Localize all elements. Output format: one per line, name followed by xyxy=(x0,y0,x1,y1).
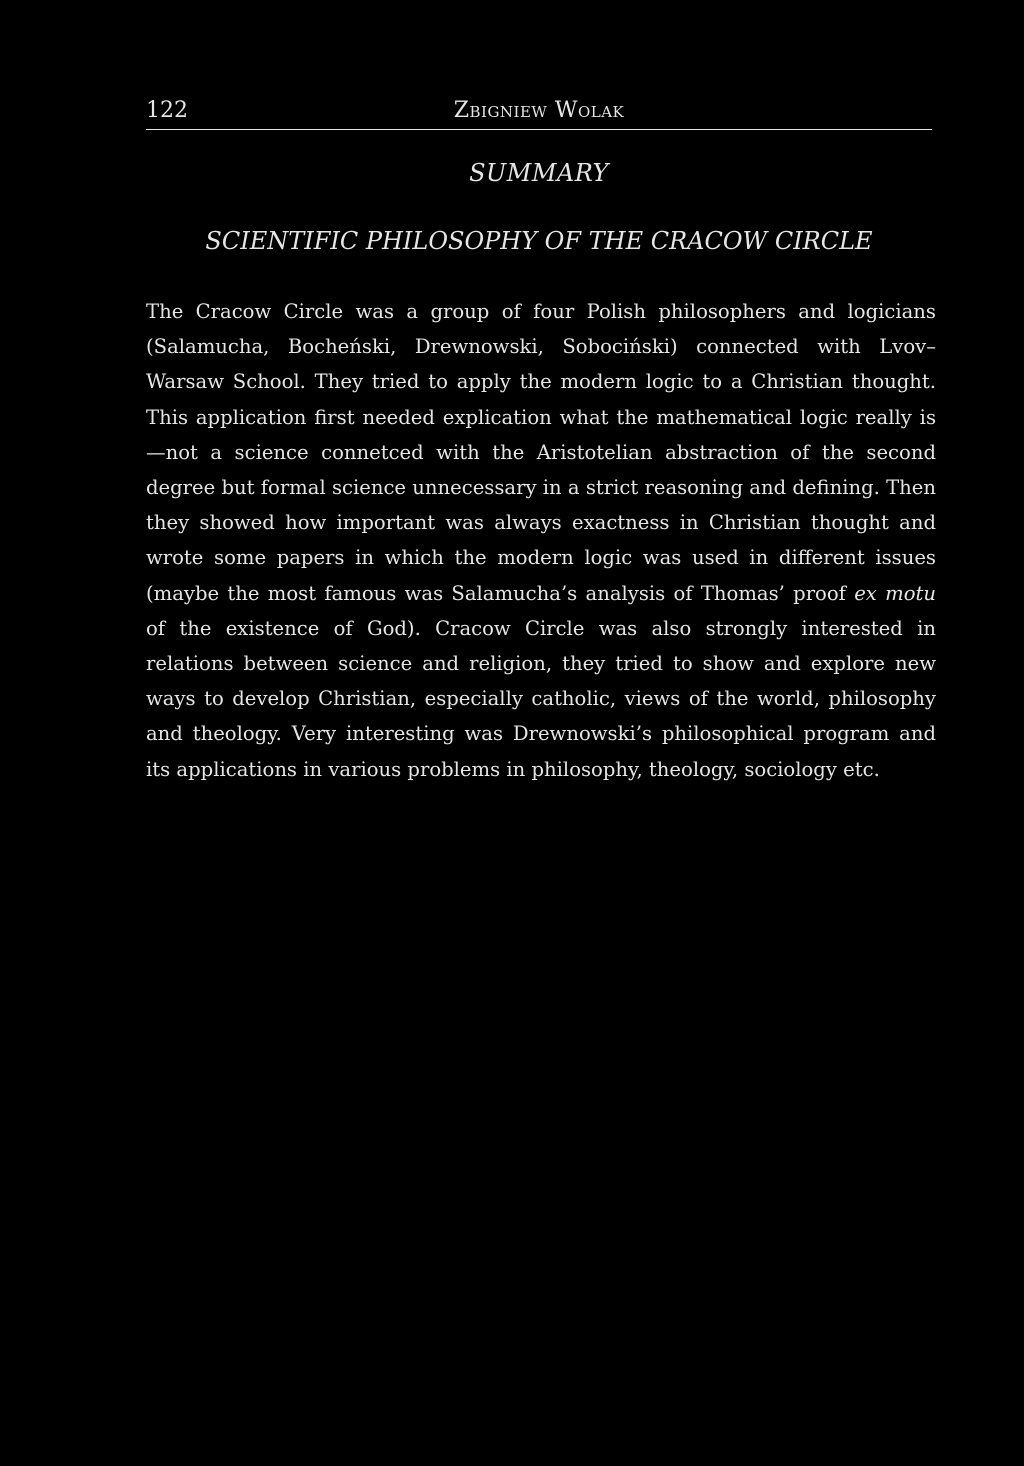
summary-heading: SUMMARY xyxy=(469,159,609,187)
running-head xyxy=(146,96,932,132)
article-title: SCIENTIFIC PHILOSOPHY OF THE CRACOW CIRCLE xyxy=(205,227,873,255)
summary-text-part-2: of the existence of God). Cracow Circle was also strongly interested in relations between science and religion, they tried to show and explore new ways to develop Christian, especially catholic, views of the world, philosophy and theology. Very interesting was Drewnowski’s philosophical program and its applications in various problems in philosophy, theology, sociology etc. xyxy=(146,616,936,781)
page-number: 122 xyxy=(146,98,188,123)
header-rule xyxy=(146,129,932,130)
summary-text-part-1: The Cracow Circle was a group of four Polish philosophers and logicians (Salamucha, Bocheński, Drewnowski, Sobociński) connected with Lvov–Warsaw School. They tried to apply the modern logic to a Christian thought. This application first needed explication what the mathematical logic really is—not a science connetced with the Aristotelian abstraction of the second degree but formal science unnecessary in a strict reasoning and defining. Then they showed how important was always exactness in Christian thought and wrote some papers in which the modern logic was used in different issues (maybe the most famous was Salamucha’s analysis of Thomas’ proof xyxy=(146,300,936,605)
summary-emphasis: ex motu xyxy=(854,581,936,605)
running-head-author: Zbigniew Wolak xyxy=(453,98,625,123)
summary-paragraph xyxy=(146,294,936,787)
